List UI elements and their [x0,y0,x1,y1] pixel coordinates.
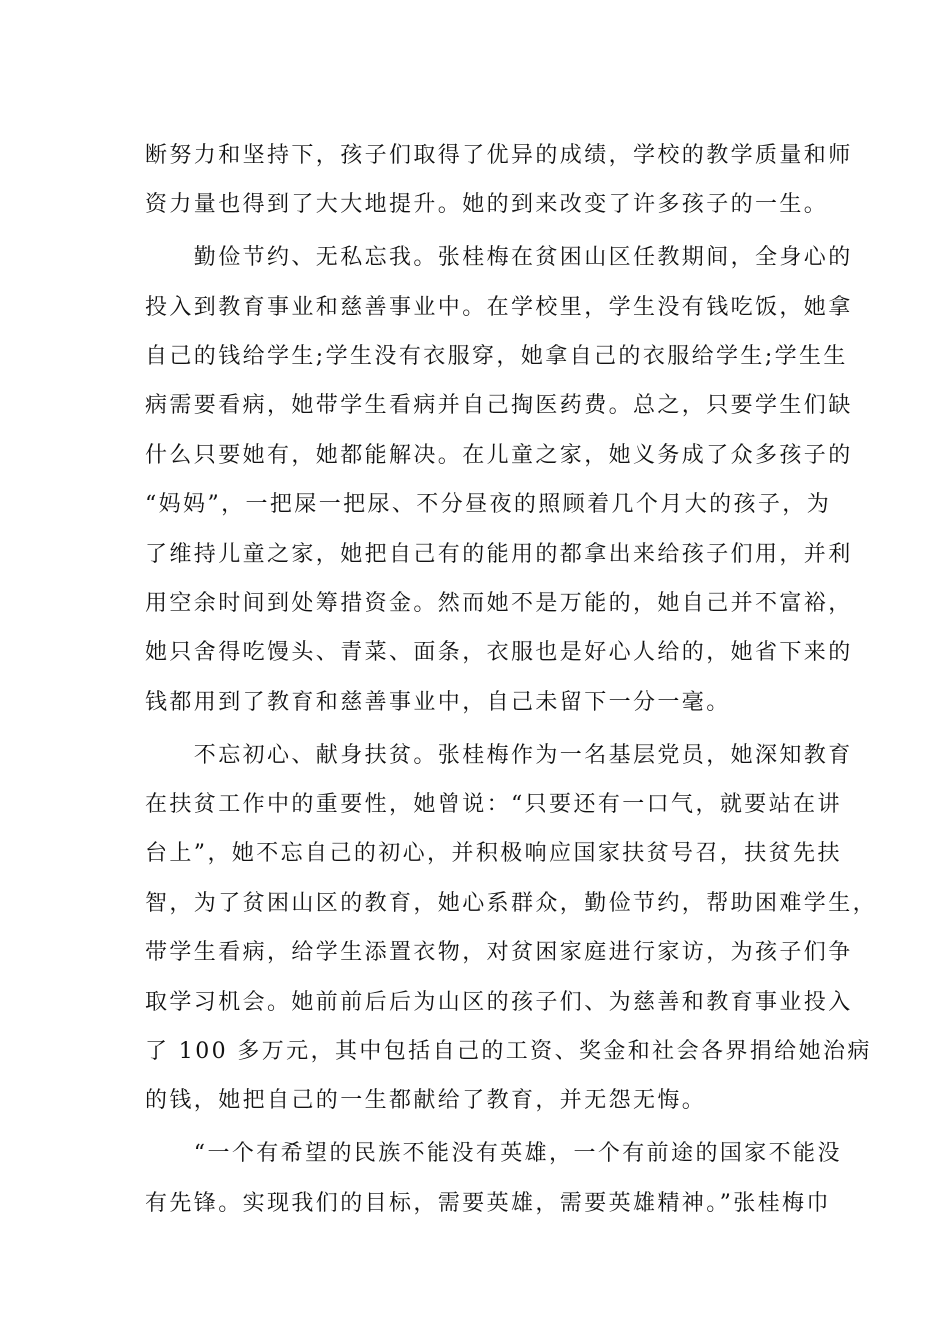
text-line: 智，为了贫困山区的教育，她心系群众，勤俭节约，帮助困难学生， [145,890,878,916]
document-body [145,131,878,1228]
text-line: 有先锋。实现我们的目标，需要英雄，需要英雄精神。”张桂梅巾 [145,1190,831,1216]
text-line: 断努力和坚持下，孩子们取得了优异的成绩，学校的教学质量和师 [145,143,853,168]
text-line: 病需要看病，她带学生看病并自己掏医药费。总之，只要学生们缺 [145,393,853,419]
paragraph-4 [145,1129,842,1228]
text-line: 台上”，她不忘自己的初心，并积极响应国家扶贫号召，扶贫先扶 [145,841,842,867]
text-line: 带学生看病，给学生添置衣物，对贫困家庭进行家访，为孩子们争 [145,940,853,966]
text-line: “妈妈”，一把屎一把尿、不分昼夜的照顾着几个月大的孩子，为 [145,492,832,518]
text-line: 她只舍得吃馒头、青菜、面条，衣服也是好心人给的，她省下来的 [145,640,853,666]
text-line: 用空余时间到处筹措资金。然而她不是万能的，她自己并不富裕， [145,591,853,617]
text-line: 投入到教育事业和慈善事业中。在学校里，学生没有钱吃饭，她拿 [145,294,853,320]
text-line: 什么只要她有，她都能解决。在儿童之家，她义务成了众多孩子的 [145,442,853,468]
text-line: 钱都用到了教育和慈善事业中，自己未留下一分一毫。 [145,689,731,715]
text-line: 了 100 多万元，其中包括自己的工资、奖金和社会各界捐给她治病 [145,1039,872,1065]
text-line: 了维持儿童之家，她把自己有的能用的都拿出来给孩子们用，并利 [145,541,853,567]
paragraph-3 [145,731,878,1126]
text-line: 资力量也得到了大大地提升。她的到来改变了许多孩子的一生。 [145,192,829,218]
text-line: 取学习机会。她前前后后为山区的孩子们、为慈善和教育事业投入 [145,989,853,1015]
paragraph-1 [145,131,853,230]
paragraph-2 [145,233,853,727]
text-line: “一个有希望的民族不能没有英雄，一个有前途的国家不能没 [145,1141,842,1167]
text-line: 自己的钱给学生;学生没有衣服穿，她拿自己的衣服给学生;学生生 [145,344,848,370]
text-line: 不忘初心、献身扶贫。张桂梅作为一名基层党员，她深知教育 [145,742,853,768]
text-line: 的钱，她把自己的一生都献给了教育，并无怨无悔。 [145,1088,707,1114]
text-line: 勤俭节约、无私忘我。张桂梅在贫困山区任教期间，全身心的 [145,245,853,271]
text-line: 在扶贫工作中的重要性，她曾说：“只要还有一口气，就要站在讲 [145,792,842,818]
